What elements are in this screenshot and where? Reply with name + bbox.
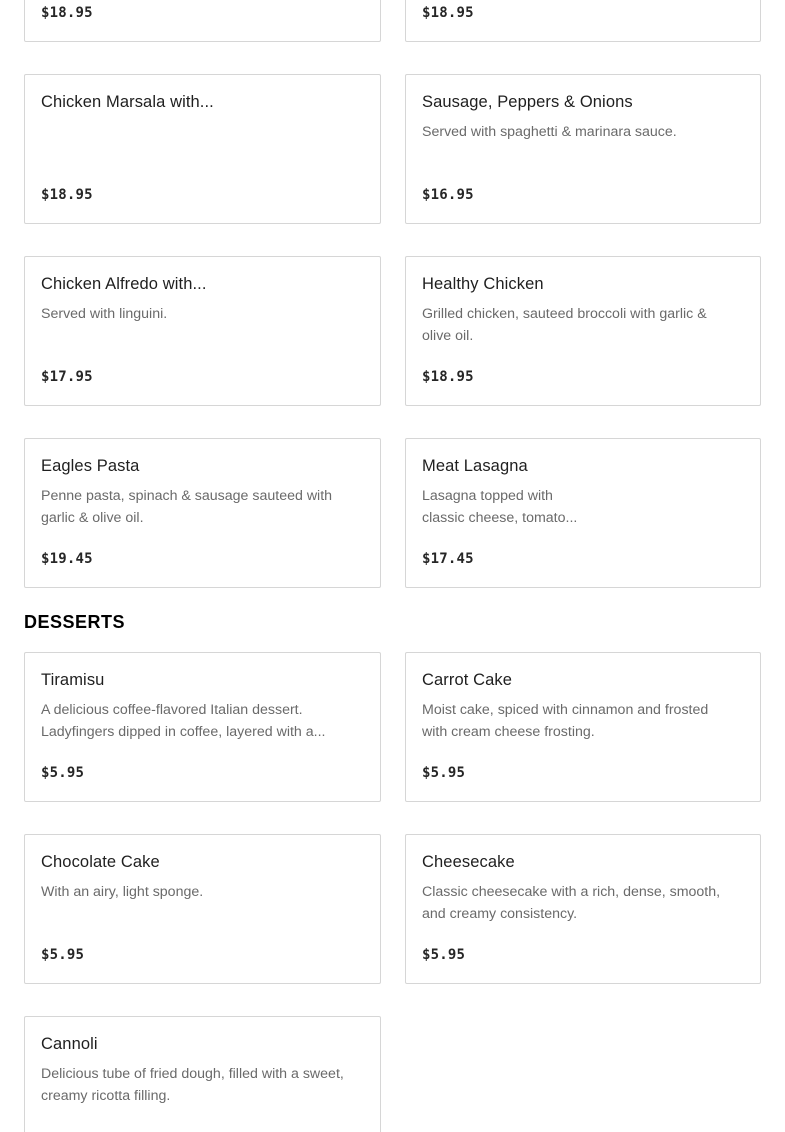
menu-item-card[interactable] — [405, 0, 761, 42]
menu-item-sausage-peppers-onions[interactable] — [405, 74, 761, 224]
item-name: Chicken Marsala with... — [41, 93, 214, 111]
item-description-line: classic cheese, tomato... — [422, 510, 578, 526]
item-name: Cannoli — [41, 1035, 98, 1053]
item-description — [422, 699, 732, 743]
item-description-line: Classic cheesecake with a rich, dense, smooth, — [422, 884, 721, 900]
item-description-line: garlic & olive oil. — [41, 510, 144, 526]
item-description-line: creamy ricotta filling. — [41, 1088, 171, 1104]
item-price: $5.95 — [422, 765, 466, 781]
item-price: $17.45 — [422, 551, 474, 567]
item-description-line: Penne pasta, spinach & sausage sauteed with — [41, 488, 333, 504]
menu-item-cannoli[interactable] — [24, 1016, 381, 1132]
item-price: $18.95 — [41, 5, 93, 21]
item-description — [422, 121, 732, 143]
item-description-line: Moist cake, spiced with cinnamon and frosted — [422, 702, 709, 718]
item-name: Carrot Cake — [422, 671, 513, 689]
item-description-line: Lasagna topped with — [422, 488, 553, 504]
menu-item-carrot-cake[interactable] — [405, 652, 761, 802]
item-description — [41, 303, 352, 325]
item-name: Eagles Pasta — [41, 457, 140, 475]
item-name: Cheesecake — [422, 853, 515, 871]
menu-item-meat-lasagna[interactable] — [405, 438, 761, 588]
item-description-line: Grilled chicken, sauteed broccoli with garlic & — [422, 306, 707, 322]
item-description-line: A delicious coffee-flavored Italian dessert. — [41, 702, 303, 718]
menu-item-healthy-chicken[interactable] — [405, 256, 761, 406]
item-description-line: Delicious tube of fried dough, filled with a sweet, — [41, 1066, 344, 1082]
item-name: Chicken Alfredo with... — [41, 275, 207, 293]
item-description — [422, 485, 732, 529]
item-description — [422, 303, 732, 347]
item-name: Tiramisu — [41, 671, 105, 689]
item-price: $5.95 — [41, 947, 85, 963]
item-name: Meat Lasagna — [422, 457, 528, 475]
item-name: Healthy Chicken — [422, 275, 544, 293]
item-price: $5.95 — [422, 947, 466, 963]
item-price: $17.95 — [41, 369, 93, 385]
menu-item-chocolate-cake[interactable] — [24, 834, 381, 984]
item-description — [422, 881, 732, 925]
item-description — [41, 881, 352, 903]
menu-item-card[interactable] — [24, 0, 381, 42]
menu-item-eagles-pasta[interactable] — [24, 438, 381, 588]
item-price: $18.95 — [422, 5, 474, 21]
item-name: Sausage, Peppers & Onions — [422, 93, 633, 111]
item-description-line: olive oil. — [422, 328, 474, 344]
menu-item-chicken-marsala[interactable] — [24, 74, 381, 224]
item-description — [41, 485, 352, 529]
item-name: Chocolate Cake — [41, 853, 160, 871]
item-price: $18.95 — [422, 369, 474, 385]
item-description-line: with cream cheese frosting. — [422, 724, 595, 740]
item-description-line: Served with linguini. — [41, 306, 168, 322]
item-price: $16.95 — [422, 187, 474, 203]
item-price: $5.95 — [41, 765, 85, 781]
item-price: $19.45 — [41, 551, 93, 567]
item-description-line: Ladyfingers dipped in coffee, layered with a... — [41, 724, 326, 740]
menu-item-cheesecake[interactable] — [405, 834, 761, 984]
item-description-line: Served with spaghetti & marinara sauce. — [422, 124, 677, 140]
item-description-line: With an airy, light sponge. — [41, 884, 204, 900]
item-description — [41, 699, 352, 743]
section-heading-desserts: DESSERTS — [24, 612, 126, 632]
item-description — [41, 1063, 352, 1107]
menu-item-chicken-alfredo[interactable] — [24, 256, 381, 406]
menu-item-tiramisu[interactable] — [24, 652, 381, 802]
item-description-line: and creamy consistency. — [422, 906, 578, 922]
item-price: $18.95 — [41, 187, 93, 203]
